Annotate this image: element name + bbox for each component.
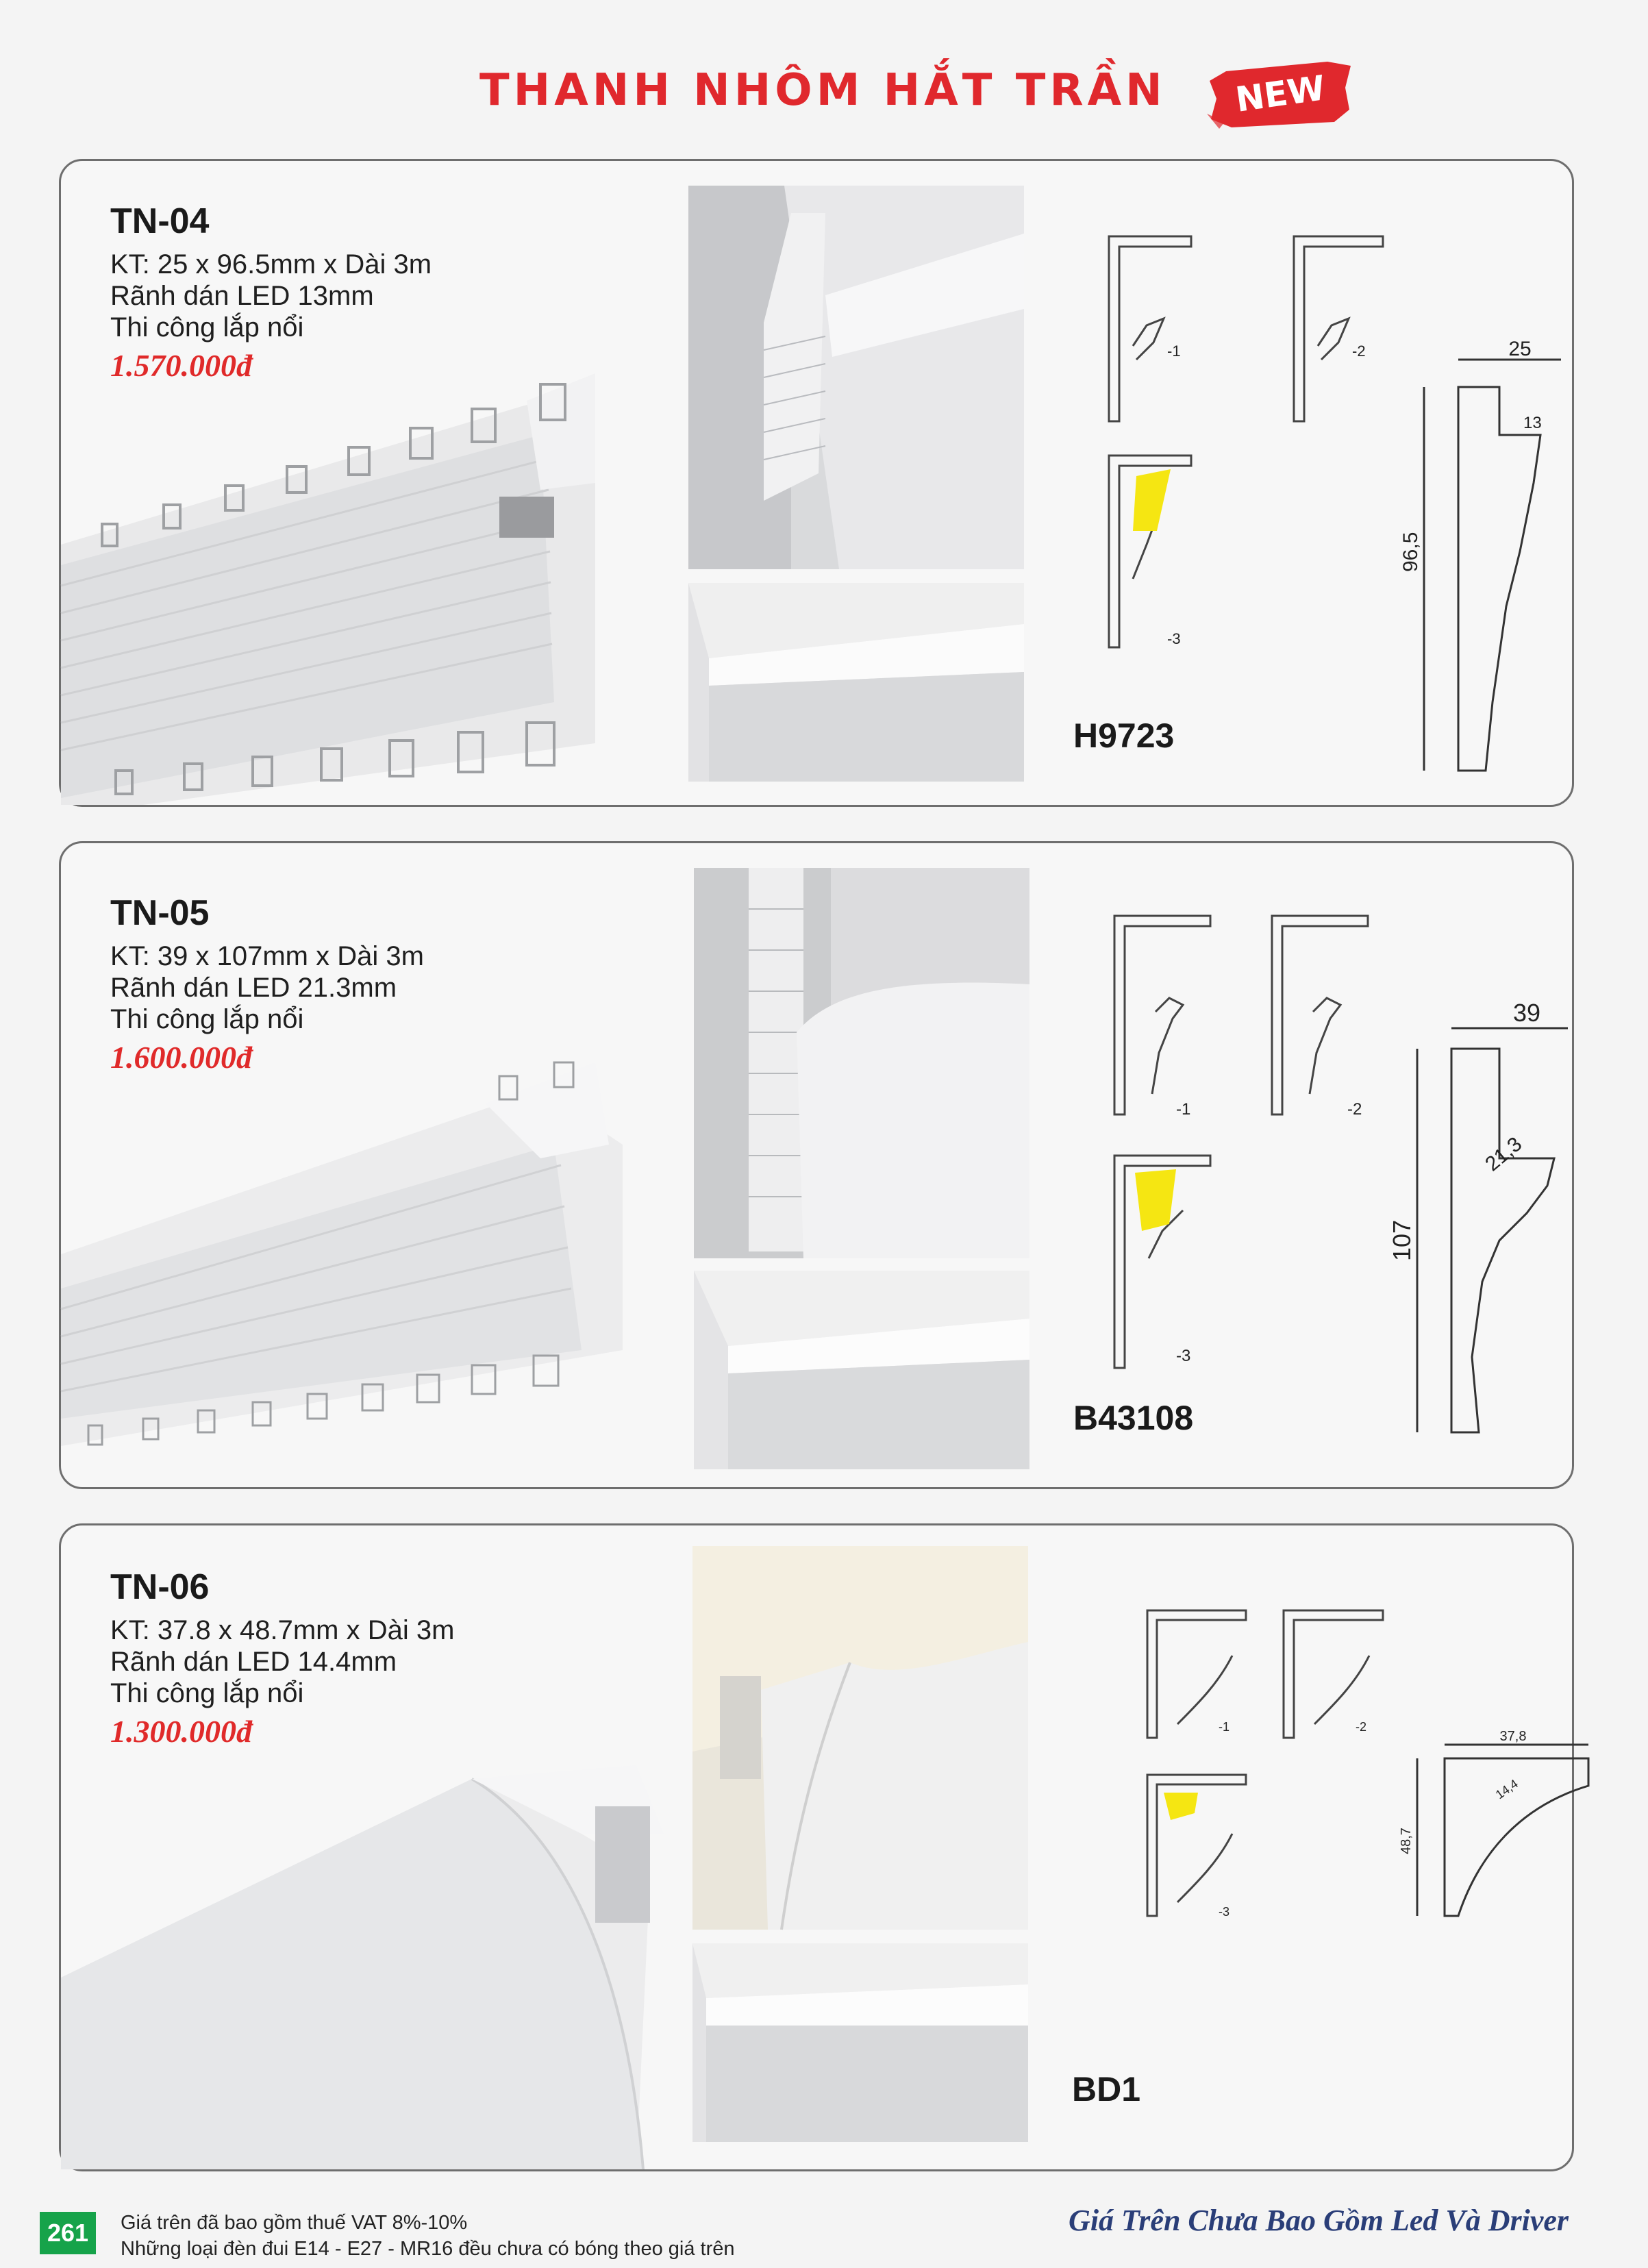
installation-photo-bottom: [694, 1271, 1029, 1469]
dim-led: 21,3: [1481, 1132, 1527, 1176]
dim-width: 25: [1508, 338, 1532, 360]
view-label-1: -1: [1167, 342, 1181, 360]
model-number: H9723: [1073, 716, 1175, 755]
installation-photo-top: [694, 868, 1029, 1258]
product-code: TN-04: [110, 201, 210, 241]
led-area-highlight: [1135, 1169, 1176, 1231]
dim-led: 14,4: [1493, 1776, 1521, 1802]
model-number: B43108: [1073, 1399, 1194, 1437]
dim-height: 107: [1388, 1219, 1416, 1261]
view-label-1: -1: [1176, 1100, 1191, 1119]
page-number: 261: [40, 2212, 96, 2254]
profile-dimension-drawing: [1388, 999, 1568, 1446]
installation-photo-top: [688, 186, 1024, 569]
dim-led: 13: [1523, 414, 1542, 432]
product-card-tn04: [59, 159, 1574, 807]
product-groove: Rãnh dán LED 13mm: [110, 281, 374, 311]
dim-width: 39: [1512, 999, 1541, 1027]
view-label-2: -2: [1352, 342, 1366, 360]
product-price: 1.570.000đ: [110, 348, 252, 383]
product-code: TN-05: [110, 893, 210, 933]
cross-section-views: [1088, 1601, 1403, 1971]
product-groove: Rãnh dán LED 14.4mm: [110, 1647, 397, 1677]
view-label-3: -3: [1176, 1347, 1191, 1365]
product-photo: [61, 1062, 623, 1487]
product-code: TN-06: [110, 1567, 210, 1607]
installation-photo-top: [692, 1546, 1028, 1930]
view-label-3: -3: [1167, 630, 1181, 647]
cross-section-views: [1095, 223, 1383, 736]
view-label-2: -2: [1347, 1100, 1362, 1119]
product-size: KT: 37.8 x 48.7mm x Dài 3m: [110, 1615, 455, 1645]
new-badge-text: NEW: [1233, 68, 1328, 120]
view-label-1: -1: [1219, 1720, 1230, 1734]
product-groove: Rãnh dán LED 21.3mm: [110, 973, 397, 1003]
installation-photo-bottom: [692, 1943, 1028, 2142]
product-photo: [61, 319, 595, 805]
model-number: BD1: [1072, 2070, 1141, 2108]
footer-note-bulbs: Những loại đèn đui E14 - E27 - MR16 đều chưa có bóng theo giá trên: [121, 2238, 735, 2260]
footer-notes: [121, 2210, 735, 2262]
product-install: Thi công lắp nổi: [110, 312, 304, 342]
footer-note-vat: Giá trên đã bao gồm thuế VAT 8%-10%: [121, 2212, 468, 2234]
page-title: THANH NHÔM HẮT TRẦN: [479, 65, 1166, 116]
profile-dimension-drawing: [1383, 1731, 1588, 1936]
view-label-2: -2: [1356, 1720, 1367, 1734]
product-size: KT: 39 x 107mm x Dài 3m: [110, 941, 424, 971]
dim-height: 48,7: [1399, 1828, 1414, 1854]
profile-dimension-drawing: [1399, 338, 1561, 784]
installation-photo-bottom: [688, 583, 1024, 782]
dim-width: 37,8: [1499, 1729, 1527, 1744]
product-size: KT: 25 x 96.5mm x Dài 3m: [110, 249, 432, 279]
dim-height: 96,5: [1399, 532, 1422, 572]
product-install: Thi công lắp nổi: [110, 1004, 304, 1034]
footer-price-note: Giá Trên Chưa Bao Gồm Led Và Driver: [1069, 2204, 1569, 2237]
led-area-highlight: [1133, 469, 1171, 531]
led-area-highlight: [1164, 1793, 1198, 1820]
product-install: Thi công lắp nổi: [110, 1678, 304, 1708]
product-card-tn05: [59, 841, 1574, 1489]
cross-section-views: [1094, 902, 1382, 1423]
view-label-3: -3: [1219, 1905, 1230, 1919]
product-card-tn06: [59, 1523, 1574, 2171]
product-photo: [61, 1752, 664, 2169]
product-price: 1.600.000đ: [110, 1040, 252, 1075]
new-badge: [1204, 56, 1355, 133]
product-price: 1.300.000đ: [110, 1714, 252, 1749]
